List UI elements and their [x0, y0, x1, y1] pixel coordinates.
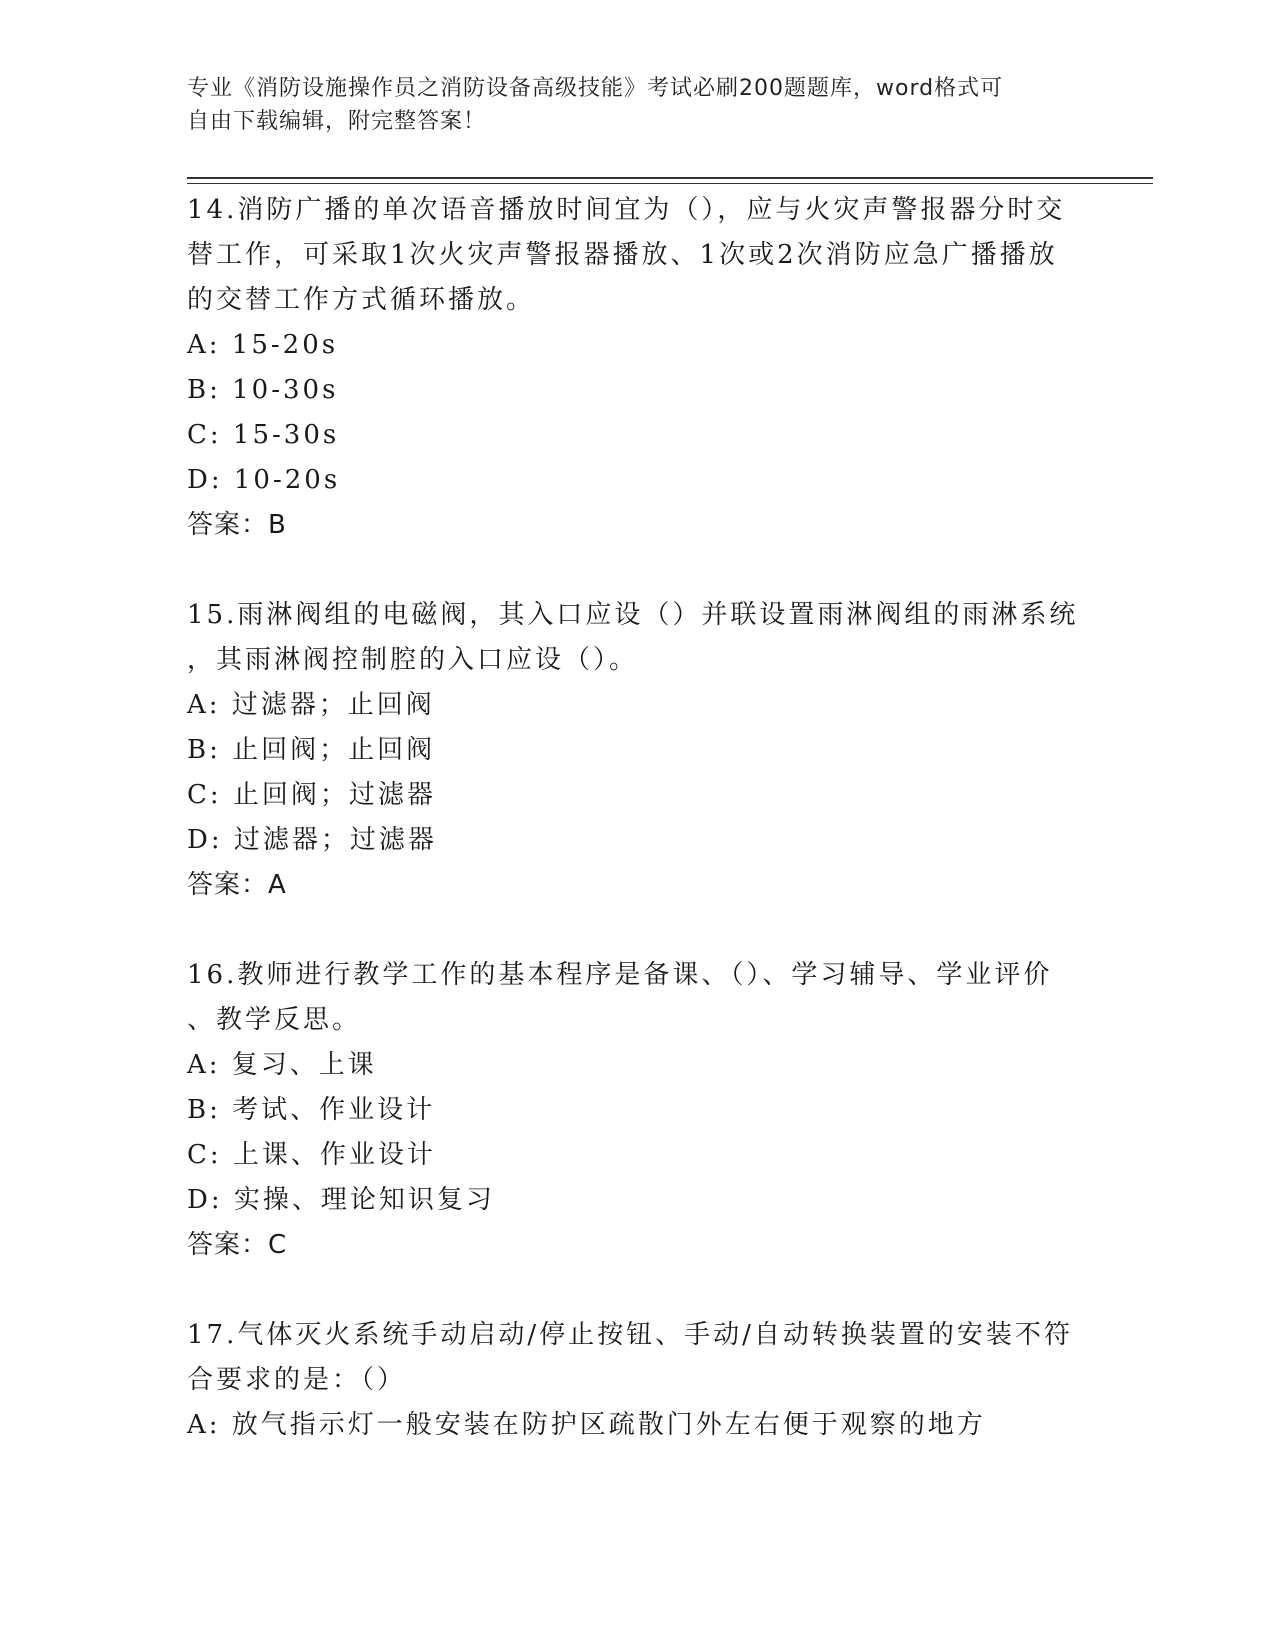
question-17	[187, 1313, 1087, 1448]
header-divider	[187, 177, 1153, 179]
header-line: 专业《消防设施操作员之消防设备高级技能》考试必刷200题题库，word格式可	[187, 76, 1004, 101]
answer-line: 答案：A	[187, 870, 287, 900]
question-stem-line: 、教学反思。	[187, 1005, 362, 1035]
option-b: B: 考试、作业设计	[187, 1095, 436, 1125]
question-14	[187, 188, 1087, 548]
question-stem-line: 14.消防广播的单次语音播放时间宜为（），应与火灾声警报器分时交	[187, 195, 1066, 225]
answer-line: 答案：C	[187, 1230, 288, 1260]
option-d: D: 过滤器；过滤器	[187, 825, 437, 855]
question-stem-line: 15.雨淋阀组的电磁阀，其入口应设（）并联设置雨淋阀组的雨淋系统	[187, 600, 1079, 630]
answer-line: 答案：B	[187, 510, 287, 540]
question-16	[187, 953, 1087, 1268]
question-stem-line: 合要求的是：（）	[187, 1365, 407, 1395]
option-d: D: 实操、理论知识复习	[187, 1185, 495, 1215]
option-d: D: 10-20s	[187, 465, 341, 495]
option-c: C: 上课、作业设计	[187, 1140, 436, 1170]
option-c: C: 15-30s	[187, 420, 340, 450]
option-a: A: 复习、上课	[187, 1050, 377, 1080]
option-a: A: 15-20s	[187, 330, 339, 360]
question-stem-line: 替工作，可采取1次火灾声警报器播放、1次或2次消防应急广播播放	[187, 240, 1058, 270]
option-a: A: 放气指示灯一般安装在防护区疏散门外左右便于观察的地方	[187, 1410, 986, 1440]
question-15	[187, 593, 1087, 908]
header-line: 自由下载编辑，附完整答案！	[187, 109, 487, 134]
question-list	[187, 188, 1087, 1448]
option-a: A: 过滤器；止回阀	[187, 690, 435, 720]
option-b: B: 止回阀；止回阀	[187, 735, 436, 765]
question-stem-line: ，其雨淋阀控制腔的入口应设（）。	[187, 645, 639, 675]
document-header	[187, 72, 1087, 138]
option-c: C: 止回阀；过滤器	[187, 780, 436, 810]
option-b: B: 10-30s	[187, 375, 339, 405]
header-divider-thin	[187, 183, 1153, 184]
question-stem-line: 16.教师进行教学工作的基本程序是备课、（）、学习辅导、学业评价	[187, 960, 1053, 990]
question-stem-line: 的交替工作方式循环播放。	[187, 285, 536, 315]
question-stem-line: 17.气体灭火系统手动启动/停止按钮、手动/自动转换装置的安装不符	[187, 1320, 1073, 1350]
